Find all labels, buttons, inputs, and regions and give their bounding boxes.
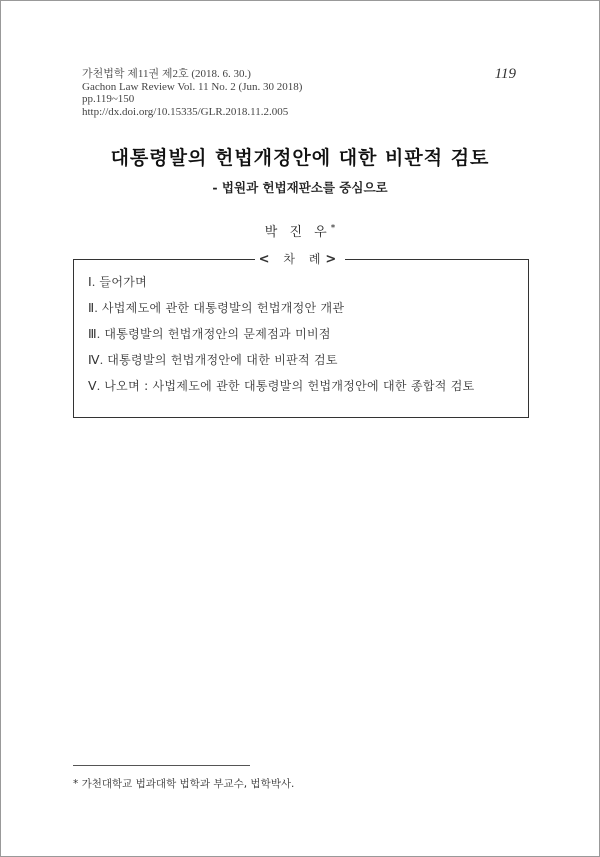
toc-item-text: 대통령발의 헌법개정안의 문제점과 미비점 [104, 327, 331, 341]
article-subtitle: - 법원과 헌법재판소를 중심으로 [212, 180, 388, 195]
footnote-divider [73, 765, 250, 766]
toc-item[interactable] [88, 274, 475, 300]
doi-link[interactable]: http://dx.doi.org/10.15335/GLR.2018.11.2.005 [82, 105, 289, 118]
page-range: pp.119~150 [82, 93, 135, 105]
article-title: 대통령발의 헌법개정안에 대한 비판적 검토 [110, 147, 490, 169]
toc-item[interactable] [88, 300, 475, 326]
toc-item-number: Ⅳ. [88, 353, 104, 367]
toc-item-number: Ⅴ. [88, 379, 101, 393]
toc-item-number: Ⅰ. [88, 275, 96, 289]
toc-item-text: 사법제도에 관한 대통령발의 헌법개정안 개관 [101, 301, 345, 315]
author-name [0, 221, 600, 240]
journal-metadata [82, 68, 302, 118]
toc-item-text: 들어가며 [99, 275, 147, 289]
toc-item-text: 나오며 : 사법제도에 관한 대통령발의 헌법개정안에 대한 종합적 검토 [104, 379, 475, 393]
toc-heading-label: 차 례 [283, 252, 326, 266]
author-text: 박 진 우 [264, 225, 331, 240]
toc-item[interactable] [88, 352, 475, 378]
author-footnote-mark: * [330, 223, 336, 234]
toc-item-number: Ⅲ. [88, 327, 101, 341]
journal-korean: 가천법학 제11권 제2호 (2018. 6. 30.) [82, 68, 251, 80]
toc-heading [0, 250, 600, 267]
author-footnote: * 가천대학교 법과대학 법학과 부교수, 법학박사. [73, 778, 295, 790]
right-angle-icon: > [325, 252, 342, 267]
toc-list [88, 274, 475, 404]
left-angle-icon: < [258, 252, 275, 267]
toc-item-number: Ⅱ. [88, 301, 98, 315]
journal-english: Gachon Law Review Vol. 11 No. 2 (Jun. 30 2018) [82, 80, 303, 93]
page-number: 119 [494, 66, 516, 82]
toc-item[interactable] [88, 378, 475, 404]
toc-item-text: 대통령발의 헌법개정안에 대한 비판적 검토 [107, 353, 338, 367]
toc-item[interactable] [88, 326, 475, 352]
